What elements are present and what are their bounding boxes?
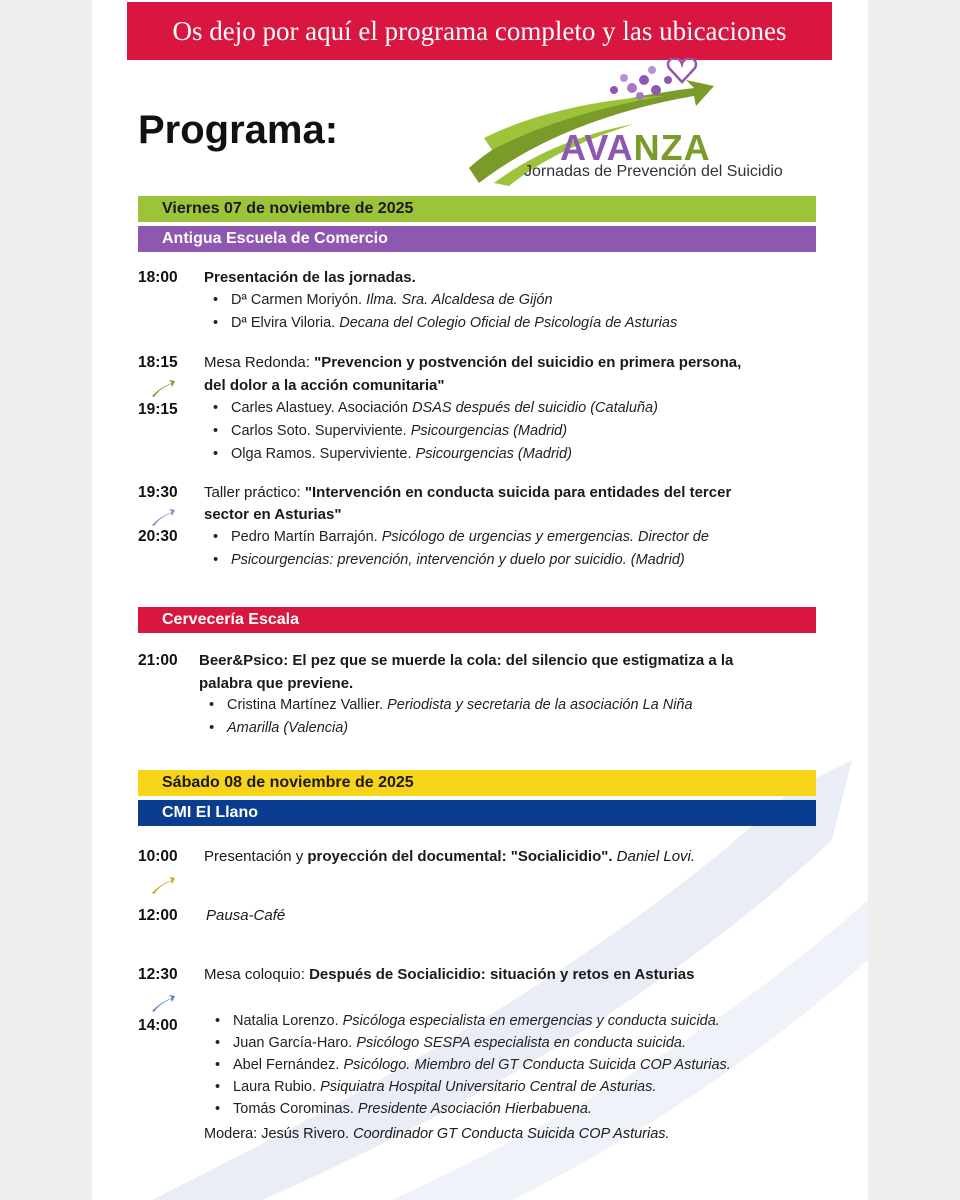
speaker-item xyxy=(231,423,567,439)
moderator-line xyxy=(204,1126,670,1142)
speaker-role: Presidente Asociación Hierbabuena. xyxy=(357,1101,592,1117)
speaker-item xyxy=(233,1101,592,1117)
event-title-line xyxy=(204,484,731,501)
speaker-role: Psicourgencias (Madrid) xyxy=(410,423,568,439)
event-title: Beer&Psico: El pez que se muerde la cola: del silencio que estigmatiza a la xyxy=(199,652,734,669)
event-title: Después de Socialicidio: situación y retos en Asturias xyxy=(309,966,695,983)
speaker-role: Ilma. Sra. Alcaldesa de Gijón xyxy=(366,292,553,308)
intro-banner: Os dejo por aquí el programa completo y las ubicaciones xyxy=(127,2,832,60)
purple-arrow-icon xyxy=(150,507,176,527)
page-title: Programa: xyxy=(138,108,339,152)
speaker-item xyxy=(231,315,677,331)
speaker-item xyxy=(233,1013,720,1029)
event-title: "Intervención en conducta suicida para entidades del tercer xyxy=(304,484,732,501)
event-title-line-2: palabra que previene. xyxy=(199,675,354,692)
event-time-end: 19:15 xyxy=(138,401,178,418)
speaker-role: Decana del Colegio Oficial de Psicología de Asturias xyxy=(339,315,678,331)
speaker-item xyxy=(233,1035,686,1051)
moderator-name: Modera: Jesús Rivero. xyxy=(204,1126,354,1142)
speaker-role-line-2: • Amarilla (Valencia) xyxy=(227,720,348,736)
speaker-item xyxy=(231,446,572,462)
speaker-name: Dª Carmen Moriyón. xyxy=(231,292,367,308)
speaker-name: Cristina Martínez Vallier. xyxy=(227,697,388,713)
event-time: 21:00 xyxy=(138,652,178,669)
speaker-role: Psicourgencias (Madrid) xyxy=(415,446,572,462)
speaker-item xyxy=(233,1057,731,1073)
logo-title-part-1: AVA xyxy=(560,127,634,168)
speaker-role: DSAS después del suicidio (Cataluña) xyxy=(412,400,658,416)
event-time: 18:00 xyxy=(138,269,178,286)
speaker-name: Dª Elvira Viloria. xyxy=(231,315,340,331)
event-title: "Prevencion y postvención del suicidio en primera persona, xyxy=(314,354,742,371)
right-margin xyxy=(868,0,960,1200)
event-time-start: 19:30 xyxy=(138,484,178,501)
speaker-role: Psicólogo. Miembro del GT Conducta Suicida COP Asturias. xyxy=(343,1057,731,1073)
yellow-arrow-icon xyxy=(150,875,176,895)
speaker-name: Laura Rubio. xyxy=(233,1079,321,1095)
speaker-role: Psicólogo de urgencias y emergencias. Director de xyxy=(381,529,709,545)
speaker-item xyxy=(227,697,693,713)
speaker-role: Periodista y secretaria de la asociación La Niña xyxy=(387,697,693,713)
day1-date-bar: Viernes 07 de noviembre de 2025 xyxy=(138,196,816,222)
green-arrow-icon xyxy=(150,378,176,398)
event-title: proyección del documental: "Socialicidio". xyxy=(307,848,613,865)
day2-venue-bar: CMI El Llano xyxy=(138,800,816,826)
speaker-item xyxy=(231,529,709,545)
event-title: Pausa-Café xyxy=(206,907,286,924)
speaker-name: Juan García-Haro. xyxy=(233,1035,357,1051)
event-title-line-2: sector en Asturias" xyxy=(204,506,342,523)
event-prefix: Presentación y xyxy=(204,848,308,865)
speaker-item xyxy=(233,1079,656,1095)
event-author: Daniel Lovi. xyxy=(612,848,696,865)
speaker-name: Carles Alastuey. Asociación xyxy=(231,400,413,416)
left-margin xyxy=(0,0,92,1200)
logo-subtitle: Jornadas de Prevención del Suicidio xyxy=(524,163,783,180)
speaker-name: Pedro Martín Barrajón. xyxy=(231,529,382,545)
event-time: 10:00 xyxy=(138,848,178,865)
speaker-role: Psicóloga especialista en emergencias y conducta suicida. xyxy=(342,1013,720,1029)
speaker-item xyxy=(231,400,658,416)
speaker-item xyxy=(231,292,553,308)
speaker-name: Olga Ramos. Superviviente. xyxy=(231,446,416,462)
event-time-end: 14:00 xyxy=(138,1017,178,1034)
event-title-line xyxy=(204,848,695,865)
day2-date-bar: Sábado 08 de noviembre de 2025 xyxy=(138,770,816,796)
event-time-start: 12:30 xyxy=(138,966,178,983)
speaker-name: Tomás Corominas. xyxy=(233,1101,358,1117)
speaker-role-line-2: • Psicourgencias: prevención, intervención y duelo por suicidio. (Madrid) xyxy=(231,552,685,568)
event-prefix: Mesa coloquio: xyxy=(204,966,310,983)
event-title-line xyxy=(204,354,741,371)
event-prefix: Taller práctico: xyxy=(204,484,305,501)
event-time-start: 18:15 xyxy=(138,354,178,371)
moderator-role: Coordinador GT Conducta Suicida COP Asturias. xyxy=(353,1126,670,1142)
speaker-role: Psicólogo SESPA especialista en conducta suicida. xyxy=(356,1035,686,1051)
speaker-name: Carlos Soto. Superviviente. xyxy=(231,423,411,439)
speaker-name: Natalia Lorenzo. xyxy=(233,1013,343,1029)
speaker-name: Abel Fernández. xyxy=(233,1057,344,1073)
day1-venue1-bar: Antigua Escuela de Comercio xyxy=(138,226,816,252)
event-title-line xyxy=(204,966,694,983)
logo-title-part-2: NZA xyxy=(633,127,711,168)
blue-arrow-icon xyxy=(150,993,176,1013)
speaker-role: Psiquiatra Hospital Universitario Central de Asturias. xyxy=(320,1079,657,1095)
day1-venue2-bar: Cervecería Escala xyxy=(138,607,816,633)
event-time-end: 20:30 xyxy=(138,528,178,545)
event-time: 12:00 xyxy=(138,907,178,924)
program-page xyxy=(92,0,868,1200)
event-prefix: Mesa Redonda: xyxy=(204,354,315,371)
event-title: Presentación de las jornadas. xyxy=(204,269,416,286)
event-title-line-2: del dolor a la acción comunitaria" xyxy=(204,377,445,394)
